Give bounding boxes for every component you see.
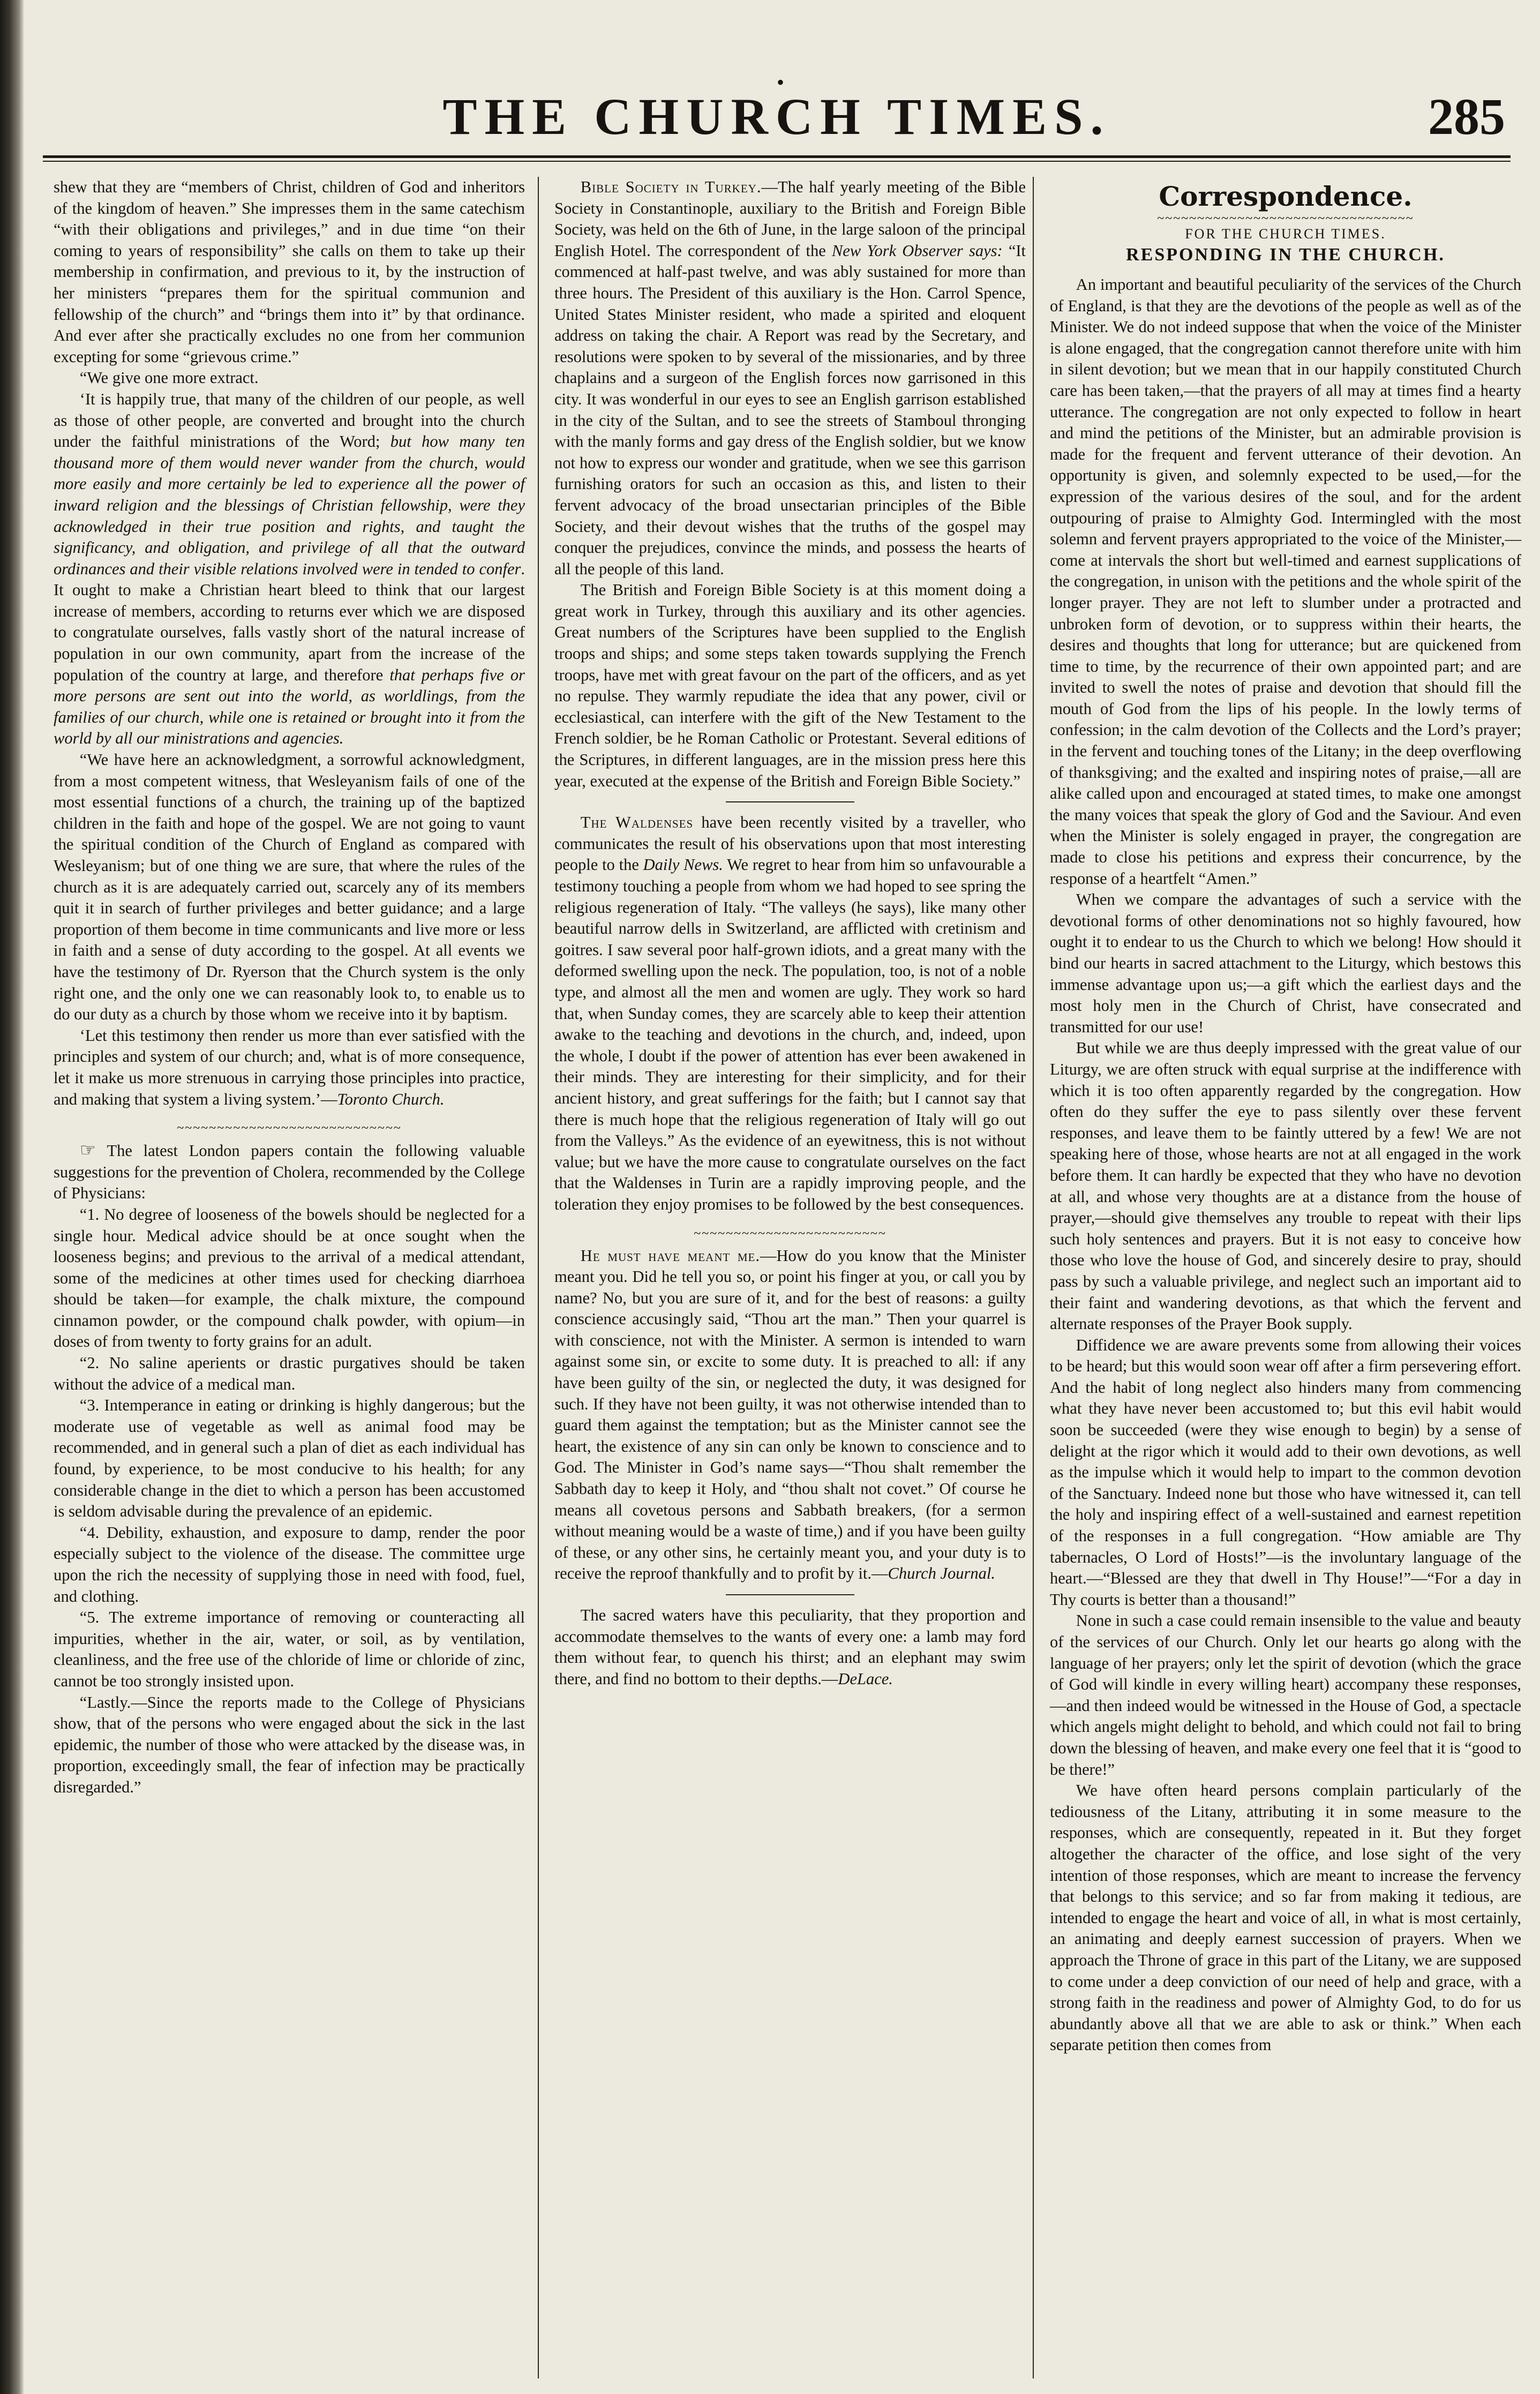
page-number: 285 <box>1428 88 1505 145</box>
source-credit: Church Journal. <box>888 1564 996 1583</box>
quoted-extract <box>54 389 525 749</box>
article-text: —The half yearly meeting of the Bible Society in Constantinople, auxiliary to the British and Foreign Bible Society, was held on the 6th of June, in the large saloon of the principal English Hotel. The correspondent of the <box>554 178 1026 260</box>
section-separator: ~~~~~~~~~~~~~~~~~~~~~~~~~~~~~~~~ <box>1157 212 1414 226</box>
column-2 <box>554 177 1026 1690</box>
article-minister <box>554 1245 1026 1585</box>
paragraph: Diffidence we are aware prevents some from allowing their voices to be heard; but this would soon wear off after a firm persevering effort. And the habit of long neglect also hinders many from commencing what they have never been accustomed to; but this evil habit would soon be succeeded (were they wise enough to begin) by a sense of delight at the rigor which it would add to their own devotions, as well as the impulse which it would help to impart to the common devotion of the Sanctuary. Indeed none but those who have witnessed it, can tell the holy and inspiring effect of a well-sustained and earnest repetition of the responses in a full congregation. “How amiable are Thy tabernacles, O Lord of Hosts!”—is the involuntary language of the heart.—“Blessed are they that dwell in Thy House!”—“For a day in Thy courts is better than a thousand!” <box>1050 1335 1521 1609</box>
extract-text: . It ought to make a Christian heart bleed to think that our largest increase of members, according to returns ever which we are disposed to congratulate ourselves, falls vastly short of the natural increase of population in our own community, apart from the increase of the population of the country at large, and therefore <box>54 559 525 684</box>
column-divider-2 <box>1033 177 1034 2378</box>
section-separator: ~~~~~~~~~~~~~~~~~~~~~~~~~~~~ <box>177 1121 402 1136</box>
extract-italic: that perhaps five or more persons are sent out into the world, as worldlings, from the families of our church, while one is retained or brought into it from the world by all our ministrations and agencies. <box>54 665 525 748</box>
book-binding-edge <box>0 0 24 2394</box>
masthead-dot: • <box>777 70 785 94</box>
pointing-hand-icon: ☞ <box>79 1139 96 1161</box>
article-lead: The Waldenses <box>580 813 694 832</box>
list-item: “5. The extreme importance of removing or counteracting all impurities, whether in the air, water, or soil, as by ventilation, cleanliness, and the free use of the chloride of lime or chloride of zinc, cannot be too strongly insisted upon. <box>54 1608 525 1690</box>
extract-italic: but how many ten thousand more of them would never wander from the church, would more easily and more certainly be led to experience all the power of inward religion and the blessings of Christian fellowship, were they acknowledged in their true position and rights, and taught the significancy, and obligation, and privilege of all that the outward ordinances and their visible relations involved were in tended to confer <box>54 432 525 578</box>
paragraph: “We give one more extract. <box>79 369 259 387</box>
column-divider-1 <box>538 177 539 2378</box>
article-text: have been recently visited by a traveller, who communicates the result of his observations upon that most interesting people to the <box>554 813 1026 874</box>
section-heading: Correspondence. <box>1159 181 1413 212</box>
article-text: We regret to hear from him so unfavourable a testimony touching a people from whom we had hoped to see spring the religious regeneration of Italy. “The valleys (he says), like many other beautiful narrow dells in Switzerland, are afflicted with cretinism and goitres. I saw several poor half-grown idiots, and a great many with the deformed swelling upon the neck. The population, too, is not of a noble type, and almost all the men and women are ugly. They work so hard that, when Sunday comes, they are scarcely able to keep their attention awake to the teaching and devotions in the church, and, indeed, upon the whole, I doubt if the power of attention has ever been awakened in their minds. They are interesting for their simplicity, and for their ancient history, and great sufferings for the faith; but I cannot say that there is much hope that the religious regeneration of Italy will go out from the Valleys.” As the evidence of an eyewitness, this is not without value; but we have the more cause to congratulate ourselves on the fact that the Waldenses in Turin are a rapidly improving people, and the toleration they enjoy promises to be followed by the best consequences. <box>554 855 1026 1213</box>
short-rule <box>726 1594 854 1595</box>
article-lead: He must have meant me. <box>580 1246 760 1265</box>
correspondence-header <box>1050 181 1521 267</box>
publication-name: Daily News. <box>643 855 723 874</box>
paragraph: None in such a case could remain insensible to the value and beauty of the services of our Church. Only let our hearts go along with the language of her prayers; only let the spirit of devotion (which the grace of God will kindle in every willing heart) accompany these responses,—and then indeed would be witnessed in the House of God, a spectacle which angels might delight to behold, and which could not fail to bring down the blessing of heaven, and make every one feel that it is “good to be there!” <box>1050 1611 1522 1778</box>
short-rule <box>726 801 854 802</box>
cholera-intro <box>54 1140 525 1204</box>
header-rule-thin <box>43 161 1511 162</box>
source-credit: DeLace. <box>838 1669 893 1688</box>
list-item: “1. No degree of looseness of the bowels should be neglected for a single hour. Medical advice should be at once sought when the looseness begins; and previous to the arrival of a medical attendant, some of the medicines at other times used for checking diarrhoea should be taken—for example, the chalk mixture, the compound cinnamon powder, or the compound chalk powder, with opium—in doses of from twenty to forty grains for an adult. <box>54 1205 525 1351</box>
extract-text: ‘It is happily true, that many of the children of our people, as well as those of other people, are converted and brought into the church under the faithful ministrations of the Word; <box>54 389 525 451</box>
article-lead: Bible Society in Turkey. <box>580 178 762 196</box>
masthead <box>43 54 1511 147</box>
article-text: The sacred waters have this peculiarity, that they proportion and accommodate themselves to the wants of every one: a lamb may ford them without fear, to quench his thirst; and an elephant may swim there, and find no bottom to their depths.— <box>554 1606 1026 1688</box>
list-item: “3. Intemperance in eating or drinking is highly dangerous; but the moderate use of vegetable as well as animal food may be recommended, and in general such a plan of diet as each individual has found, by experience, to be most conducive to his health; for any considerable change in the diet to which a person has been accustomed is seldom advisable during the prevalence of an epidemic. <box>54 1396 525 1521</box>
newspaper-title: THE CHURCH TIMES. <box>442 88 1111 145</box>
column-3 <box>1050 177 1521 2056</box>
paragraph-text: ‘Let this testimony then render us more than ever satisfied with the principles and system of our church; and, what is of more consequence, let it make us more strenuous in carrying those principles into practice, and making that system a living system.’— <box>54 1026 525 1108</box>
article-sacred-waters <box>554 1605 1026 1690</box>
column-1 <box>54 177 525 1798</box>
paragraph: The British and Foreign Bible Society is at this moment doing a great work in Turkey, through this auxiliary and its other agencies. Great numbers of the Scriptures have been supplied to the English troops and ships; and some steps taken towards supplying the French troops, have met with great favour on the part of the officers, and as yet no repulse. They warmly repudiate the idea that any power, civil or ecclesiastical, can interfere with the gift of the New Testament to the French soldier, be he Roman Catholic or Protestant. Several editions of the Scriptures, in different languages, are in the mission press here this year, executed at the expense of the British and Foreign Bible Society.” <box>554 581 1026 790</box>
article-waldenses <box>554 812 1026 1215</box>
list-item: “Lastly.—Since the reports made to the College of Physicians show, that of the persons who were engaged about the sick in the last epidemic, the number of those who were attacked by the disease was, in proportion, exceedingly small, the fear of infection may be practically disregarded.” <box>54 1693 525 1796</box>
paragraph: But while we are thus deeply impressed with the great value of our Liturgy, we are often struck with equal surprise at the indifference with which it is too often apparently regarded by the congregation. How often do they suffer the eye to pass silently over these fervent responses, and leave them to be faintly uttered by a few! We are not speaking here of those, whose hearts are not at all engaged in the work before them. It can hardly be expected that they who have no devotion at all, and whose very thoughts are at a distance from the house of prayer,—should give themselves any trouble to repeat with their lips such holy sentences and prayers. But it is not easy to conceive how those who love the house of God, and sincerely desire to pray, should pass by such a valuable privilege, and neglect such an important aid to their faint and wandering devotions, as that which the fervent and alternate responses of the Prayer Book supply. <box>1050 1039 1521 1333</box>
intro-text: The latest London papers contain the following valuable suggestions for the prevention of Cholera, recommended by the College of Physicians: <box>54 1142 525 1203</box>
section-subheading: FOR THE CHURCH TIMES. <box>1185 226 1386 242</box>
paragraph <box>54 1025 525 1110</box>
article-text: says: <box>963 241 1009 260</box>
article-text: —How do you know that the Minister meant you. Did he tell you so, or point his finger at you, or call you by name? No, but you are sure of it, and for the best of reasons: a guilty conscience accusingly said, “Thou art the man.” Then your quarrel is with conscience, not with the Minister. A sermon is intended to warn against some sin, or excite to some duty. It is preached to all: if any have been guilty of the sin, or neglected the duty, it was designed for such. If they have not been guilty, it was not otherwise intended than to guard them against the temptation; but as the Minister cannot see the heart, the existence of any sin can only be known to conscience and to God. The Minister in God’s name says—“Thou shalt remember the Sabbath day to keep it Holy, and “thou shalt not covet.” Of course he means all covetous persons and Sabbath breakers, (for a sermon without meaning would be a waste of time,) and if you have been guilty of these, or any other sins, he certainly meant you, and your duty is to receive the reproof thankfully and to profit by it.— <box>554 1246 1026 1583</box>
section-separator: ~~~~~~~~~~~~~~~~~~~~~~~~ <box>694 1226 887 1241</box>
article-bible-society <box>554 177 1026 580</box>
list-item: “4. Debility, exhaustion, and exposure to damp, render the poor especially subject to the violence of the disease. The committee urge upon the rich the necessity of supplying those in need with food, fuel, and clothing. <box>54 1523 525 1605</box>
source-credit: Toronto Church. <box>337 1090 445 1108</box>
publication-name: New York Observer <box>831 241 963 260</box>
newspaper-page <box>43 54 1522 2373</box>
article-title: RESPONDING IN THE CHURCH. <box>1126 245 1445 265</box>
paragraph: We have often heard persons complain particularly of the tediousness of the Litany, attributing it in some measure to the responses, which are consequently, repeated in it. But they forget altogether the character of the office, and lose sight of the very intention of those responses, which are meant to increase the fervency that belongs to this service; and so far from making it tedious, are intended to engage the heart and voice of all, in what is most certainly, an animating and deeply earnest succession of prayers. When we approach the Throne of grace in this part of the Litany, we are supposed to come under a deep conviction of our need of help and grace, with a strong faith in the readiness and power of Almighty God, to do for us abundantly above all that we are able to ask or think.” When each separate petition then comes from <box>1050 1781 1521 2054</box>
article-text: “It commenced at half-past twelve, and was ably sustained for more than three hours. The President of this auxiliary is the Hon. Carrol Spence, United States Minister resident, who made a spirited and eloquent address on taking the chair. A Report was read by the Secretary, and resolutions were spoken to by several of the missionaries, and by three chaplains and a surgeon of the English forces now garrisoned in this city. It was wonderful in our eyes to see an English garrison established in the city of the Sultan, and to see the streets of Stamboul thronging with the manly forms and gay dress of the English soldier, but we know not how to express our wonder and gratitude, when we see this garrison furnishing orators for such an occasion as this, and listen to their fervent advocacy of the broad unsectarian principles of the Bible Society, and their devout wishes that the truths of the gospel may conquer the prejudices, convince the minds, and possess the hearts of all the people of this land. <box>554 241 1026 578</box>
paragraph: “We have here an acknowledgment, a sorrowful acknowledgment, from a most competent witness, that Wesleyanism fails of one of the most essential functions of a church, the training up of the baptized children in the faith and hope of the gospel. We are not going to vaunt the spiritual condition of the Church of England as compared with Wesleyanism; but of one thing we are sure, that where the rules of the church as it is are adequately carried out, scarcely any of its members quit it in search of further privileges and better guidance; and a large proportion of them become in time communicants and live more or less in faith and a sense of duty according to the gospel. At all events we have the testimony of Dr. Ryerson that the Church system is the only right one, and the only one we can reasonably look to, to enable us to do our duty as a church by those whom we receive into it by baptism. <box>54 751 525 1024</box>
paragraph: An important and beautiful peculiarity of the services of the Church of England, is that they are the devotions of the people as well as of the Minister. We do not indeed suppose that when the voice of the Minister is alone engaged, that the congregation cannot therefore unite with him in silent devotion; but we mean that in our happily constituted Church care has been taken,—that the prayers of all may at times find a hearty utterance. The congregation are not only expected to follow in heart and mind the petitions of the Minister, but an admirable provision is made for the frequent and fervent utterance of their devotion. An opportunity is given, and solemnly expected to be used,—for the expression of the various desires of the soul, and for the ardent outpouring of praise to Almighty God. Intermingled with the most solemn and fervent prayers appropriated to the voice of the Minister,—come at intervals the short but well-timed and earnest supplications of the congregation, in unison with the petitions and the whole spirit of the longer prayer. They are not left to slumber under a protracted and unbroken form of devotion, or to suppress within their hearts, the desires and thoughts that long for utterance; but are quickened from time to time, by the recurrence of their own appointed part; and are invited to swell the notes of praise and devotion that should fill the mouth of God from the lips of his people. In the lowly terms of confession; in the calm devotion of the Collects and the Lord’s prayer; in the fervent and touching tones of the Litany; in the deep overflowing of thanksgiving; and the exalted and inspiring notes of praise,—all are alike called upon and encouraged at stated times, to make one amongst the many voices that speak the glory of God and the Saviour. And even when the Minister is solely engaged in prayer, the congregation are made to close his petitions and express their concurrence, by the response of a heartfelt “Amen.” <box>1050 275 1521 888</box>
header-rule-thick <box>43 155 1511 158</box>
paragraph: shew that they are “members of Christ, children of God and inheritors of the kingdom of heaven.” She impresses them in the same catechism “with their obligations and privileges,” and in due time “on their coming to years of responsibility” she calls on them to take up their membership in confirmation, and previous to it, by the instruction of her ministers “prepares them for the spiritual communion and fellowship of the church” and “brings them into it” by that ordinance. And ever after she practically excludes no one from her communion excepting for some “grievous crime.” <box>54 178 525 366</box>
paragraph: When we compare the advantages of such a service with the devotional forms of other denominations not so highly favoured, how ought it to endear to us the Church to which we belong! How should it bind our hearts in sacred attachment to the Liturgy, which bestows this immense advantage upon us;—a gift which the earliest days and the most holy men in the Church of Christ, have consecrated and transmitted for our use! <box>1050 890 1521 1036</box>
list-item: “2. No saline aperients or drastic purgatives should be taken without the advice of a medical man. <box>54 1354 525 1393</box>
